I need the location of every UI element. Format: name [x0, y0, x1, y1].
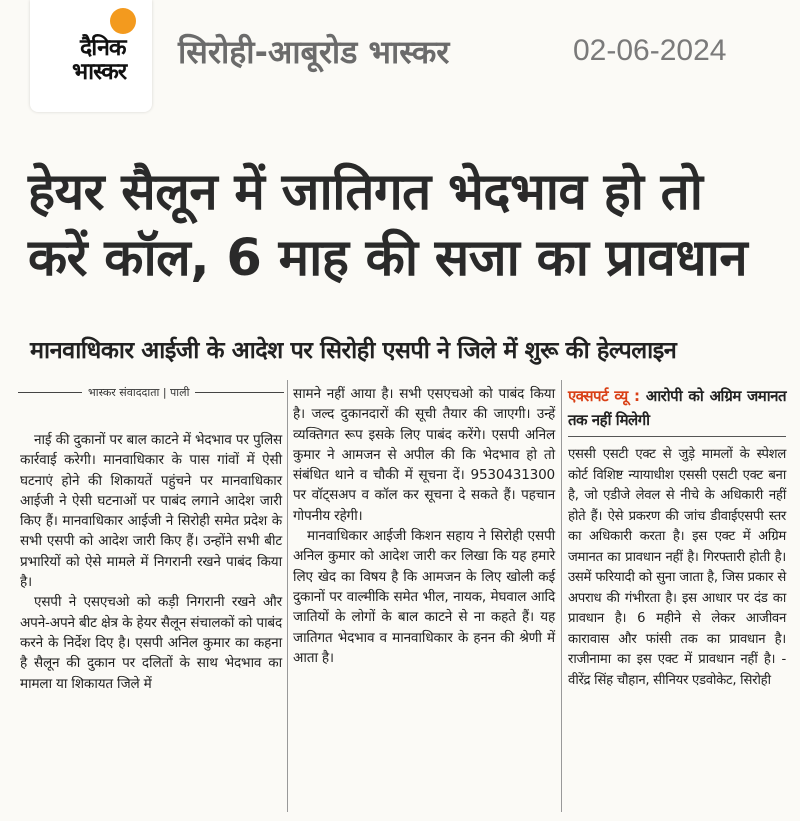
subheadline: मानवाधिकार आईजी के आदेश पर सिरोही एसपी ने जिले में शुरू की हेल्पलाइन	[30, 336, 677, 364]
article-column-1	[20, 430, 282, 694]
article-column-2	[293, 384, 555, 668]
edition-name: सिरोही-आबूरोड भास्कर	[178, 33, 450, 71]
column-divider	[561, 380, 562, 812]
expert-view-title: आरोपी को अग्रिम जमानत तक नहीं मिलेगी	[568, 387, 787, 429]
sun-icon	[110, 8, 136, 34]
publication-date: 02-06-2024	[573, 34, 727, 67]
masthead	[0, 0, 800, 118]
headline: हेयर सैलून में जातिगत भेदभाव हो तो करें कॉल, 6 माह की सजा का प्रावधान	[28, 163, 748, 288]
logo-text-line1: दैनिक	[80, 35, 126, 61]
paragraph: मानवाधिकार आईजी किशन सहाय ने सिरोही एसपी अनिल कुमार को आदेश जारी कर लिखा कि यह हमारे लिए खेद का विषय है कि आमजन के लिए खोली कई दुकानों पर वाल्मीकि समेत भील, नायक, मेघवाल आदि जातियों के लोगों के बाल काटने से ना कहते हैं। यह जातिगत भेदभाव व मानवाधिकार के हनन की श्रेणी में आता है।	[293, 528, 555, 666]
byline: भास्कर संवाददाता | पाली	[82, 385, 195, 400]
paragraph: सामने नहीं आया है। सभी एसएचओ को पाबंद किया है। जल्द दुकानदारों की सूची तैयार की जाएगी। उन्हें व्यक्तिगत रूप इसके लिए पाबंद करेंगे। एसपी अनिल कुमार ने आमजन से अपील की कि भेदभाव हो तो संबंधित थाने व चौकी में सूचना दें। 9530431300 पर वॉट्सअप व कॉल कर सूचना दे सकते हैं। पहचान गोपनीय रहेगी।	[293, 386, 555, 524]
expert-view-heading	[568, 384, 786, 432]
expert-view-tag: एक्सपर्ट व्यू :	[568, 387, 640, 405]
newspaper-logo	[30, 0, 152, 112]
expert-view-box	[568, 384, 786, 691]
logo-text-line2: भास्कर	[72, 59, 127, 85]
expert-divider	[568, 436, 786, 437]
expert-view-body: एससी एसटी एक्ट से जुड़े मामलों के स्पेशल कोर्ट विशिष्ट न्यायाधीश एससी एसटी एक्ट बना है, जो एडीजे लेवल से नीचे के अधिकारी नहीं होते हैं। ऐसे प्रकरण की जांच डीवाईएसपी स्तर का अधिकारी करता है। इस एक्ट में अग्रिम जमानत का प्रावधान नहीं है। गिरफ्तारी होती है। उसमें फरियादी को सुना जाता है, जिस प्रकार से अपराध की गंभीरता है। इस आधार पर दंड का प्रावधान है। 6 महीने से लेकर आजीवन कारावास और फांसी तक का प्रावधान है। राजीनामा का इस एक्ट में प्रावधान नहीं है। - वीरेंद्र सिंह चौहान, सीनियर एडवोकेट, सिरोही	[568, 447, 786, 688]
paragraph: नाई की दुकानों पर बाल काटने में भेदभाव पर पुलिस कार्रवाई करेगी। मानवाधिकार के पास गांवों में ऐसी घटनाएं होने की शिकायतें पहुंचने पर मानवाधिकार आईजी ने ऐसी घटनाओं पर पाबंद लगाने आदेश जारी किए हैं। मानवाधिकार आईजी ने सिरोही समेत प्रदेश के सभी एसपी को आदेश जारी किए हैं। उन्होंने सभी बीट प्रभारियों को ऐसे मामले में निगरानी रखने पाबंद किया है।	[20, 432, 282, 591]
column-divider	[287, 380, 288, 812]
paragraph: एसपी ने एसएचओ को कड़ी निगरानी रखने और अपने-अपने बीट क्षेत्र के हेयर सैलून संचालकों को पाबंद करने के निर्देश दिए है। एसपी अनिल कुमार का कहना है सैलून की दुकान पर दलितों के साथ भेदभाव का मामला या शिकायत जिले में	[20, 594, 282, 692]
